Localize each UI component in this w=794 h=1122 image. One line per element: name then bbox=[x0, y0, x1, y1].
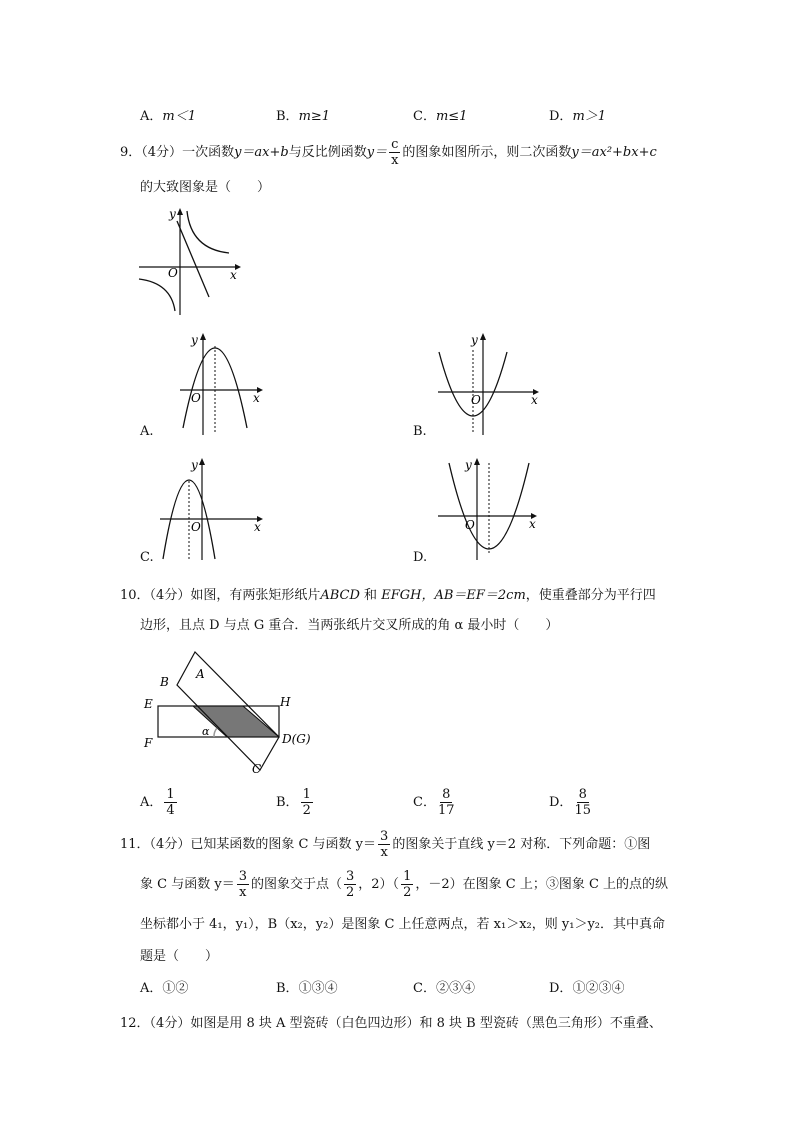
q11-point-fraction bbox=[401, 870, 413, 899]
q9-eq-inv-prefix: y＝ bbox=[366, 145, 388, 160]
q9-fraction bbox=[389, 138, 400, 167]
option-fraction bbox=[438, 788, 455, 817]
y-axis-arrow-icon bbox=[199, 458, 205, 465]
point-label-e: E bbox=[144, 697, 153, 711]
y-axis-label: y bbox=[191, 333, 198, 347]
option-text: ②③④ bbox=[435, 981, 475, 996]
option-text: ①③④ bbox=[298, 981, 338, 996]
q9-line2: 的大致图象是（ ） bbox=[140, 180, 271, 195]
option-label: B． bbox=[276, 109, 299, 124]
q8-option-a bbox=[140, 105, 196, 124]
q8-option-b bbox=[276, 105, 330, 124]
origin-label: O bbox=[191, 520, 201, 534]
q10-eq: ，AB＝EF＝2cm bbox=[421, 588, 526, 603]
hyperbola-branch-lower bbox=[139, 279, 175, 311]
fraction-denominator: x bbox=[391, 153, 399, 168]
alpha-angle-arc bbox=[214, 728, 217, 737]
point-label-b: B bbox=[160, 675, 169, 689]
question-score: （4分） bbox=[141, 145, 183, 160]
y-axis-arrow-icon bbox=[177, 208, 183, 215]
q11-line3: 坐标都小于 4₁，y₁），B（x₂，y₂）是图象 C 上任意两点，若 x₁＞x₂，则 y₁＞y₂．其中真命 bbox=[140, 917, 665, 932]
q8-option-d bbox=[549, 105, 606, 124]
q10-text-2: ，使重叠部分为平行四 bbox=[525, 588, 656, 603]
option-label: C． bbox=[413, 981, 436, 996]
q9-option-d-figure bbox=[433, 455, 545, 565]
q9-option-b-figure bbox=[433, 330, 545, 440]
q10-abcd: ABCD bbox=[320, 588, 360, 603]
point-label-a: A bbox=[196, 667, 205, 681]
hyperbola-branch-upper bbox=[187, 211, 229, 253]
option-fraction bbox=[164, 788, 176, 817]
y-axis-label: y bbox=[169, 207, 176, 221]
option-label: B． bbox=[276, 795, 299, 810]
q9-main-figure bbox=[135, 205, 250, 317]
fraction-denominator: 2 bbox=[403, 885, 412, 900]
x-axis-label: x bbox=[529, 517, 536, 531]
q10-line2: 边形，且点 D 与点 G 重合．当两张纸片交叉所成的角 α 最小时（ ） bbox=[140, 618, 559, 633]
option-text: m＞1 bbox=[572, 109, 607, 124]
y-axis-label: y bbox=[191, 458, 198, 472]
option-label: A． bbox=[140, 795, 163, 810]
q10-figure bbox=[140, 642, 320, 782]
fraction-denominator: 4 bbox=[166, 803, 175, 818]
q9-text-1: 一次函数 bbox=[182, 145, 235, 160]
q11-text-3: 象 C 与函数 y＝ bbox=[140, 877, 235, 892]
option-fraction bbox=[301, 788, 313, 817]
q10-option-c bbox=[413, 788, 457, 817]
q11-text-1: 已知某函数的图象 C 与函数 y＝ bbox=[190, 837, 377, 852]
fraction-denominator: 15 bbox=[574, 803, 591, 818]
option-text: m≥1 bbox=[298, 109, 331, 124]
fraction-denominator: 17 bbox=[437, 803, 455, 818]
fraction-numerator: 8 bbox=[578, 787, 587, 802]
origin-label: O bbox=[471, 393, 481, 407]
q9-text-2: 与反比例函数 bbox=[288, 145, 367, 160]
angle-label-alpha: α bbox=[202, 725, 210, 738]
q11-text-5: ，2）（ bbox=[358, 877, 400, 892]
question-number: 10． bbox=[120, 588, 150, 603]
q11-option-a bbox=[140, 977, 188, 996]
q11-text-6: ，－2）在图象 C 上；③图象 C 上的点的纵 bbox=[415, 877, 669, 892]
point-label-h: H bbox=[280, 695, 291, 709]
question-score: （4分） bbox=[149, 588, 191, 603]
q11-option-c bbox=[413, 977, 475, 996]
fraction-numerator: c bbox=[391, 137, 399, 152]
fraction-numerator: 1 bbox=[403, 869, 412, 884]
q10-option-a bbox=[140, 788, 179, 817]
option-text: ①②③④ bbox=[572, 981, 625, 996]
y-axis-arrow-icon bbox=[474, 458, 480, 465]
q11-point-fraction bbox=[344, 870, 356, 899]
q9-option-c-label: C. bbox=[140, 550, 154, 565]
q10-and: 和 bbox=[364, 588, 378, 603]
x-axis-label: x bbox=[230, 268, 237, 282]
question-score: （4分） bbox=[149, 1016, 191, 1031]
q11-line4: 题是（ ） bbox=[140, 949, 219, 964]
q11-option-d bbox=[549, 977, 624, 996]
option-label: C． bbox=[413, 795, 436, 810]
q9-eq-quad: y＝ax²+bx+c bbox=[571, 145, 657, 160]
option-fraction bbox=[574, 788, 591, 817]
x-axis-label: x bbox=[531, 393, 538, 407]
option-label: C． bbox=[413, 109, 436, 124]
q11-option-b bbox=[276, 977, 338, 996]
option-text: m≤1 bbox=[435, 109, 468, 124]
q11-line2 bbox=[140, 870, 668, 899]
y-axis-arrow-icon bbox=[200, 333, 206, 340]
option-label: D． bbox=[549, 795, 573, 810]
q10-text-1: 如图，有两张矩形纸片 bbox=[190, 588, 321, 603]
fraction-denominator: 2 bbox=[302, 803, 311, 818]
option-text: m＜1 bbox=[162, 109, 196, 124]
q10-option-d bbox=[549, 788, 593, 817]
fraction-numerator: 3 bbox=[238, 869, 247, 884]
y-axis-arrow-icon bbox=[480, 333, 486, 340]
q9-eq-linear: y＝ax+b bbox=[234, 145, 289, 160]
q10-option-b bbox=[276, 788, 315, 817]
fraction-denominator: 2 bbox=[346, 885, 355, 900]
fraction-denominator: x bbox=[380, 845, 388, 860]
q9-option-c-figure bbox=[155, 455, 270, 565]
q10-line1 bbox=[120, 584, 656, 603]
question-score: （4分） bbox=[149, 837, 191, 852]
q9-line1 bbox=[120, 138, 657, 167]
point-label-f: F bbox=[144, 736, 153, 750]
origin-label: O bbox=[168, 266, 178, 280]
q11-line1 bbox=[120, 830, 650, 859]
point-label-c: C bbox=[252, 762, 262, 776]
q9-option-d-label: D. bbox=[413, 550, 428, 565]
q9-option-a-label: A. bbox=[140, 424, 154, 439]
q11-fraction bbox=[378, 830, 390, 859]
question-number: 9． bbox=[120, 145, 142, 160]
question-number: 11． bbox=[120, 837, 150, 852]
q9-option-b-label: B. bbox=[413, 424, 427, 439]
y-axis-label: y bbox=[471, 333, 478, 347]
option-label: D． bbox=[549, 109, 573, 124]
y-axis-label: y bbox=[465, 458, 472, 472]
option-label: D． bbox=[549, 981, 573, 996]
fraction-numerator: 1 bbox=[302, 787, 311, 802]
q9-text-3: 的图象如图所示，则二次函数 bbox=[402, 145, 572, 160]
q8-option-c bbox=[413, 105, 467, 124]
option-label: A． bbox=[140, 981, 163, 996]
x-axis-label: x bbox=[254, 520, 261, 534]
option-label: A． bbox=[140, 109, 163, 124]
option-text: ①② bbox=[162, 981, 189, 996]
q11-fraction bbox=[237, 870, 249, 899]
origin-label: O bbox=[191, 391, 201, 405]
point-label-d-g: D(G) bbox=[282, 732, 311, 746]
q12-text: 如图是用 8 块 A 型瓷砖（白色四边形）和 8 块 B 型瓷砖（黑色三角形）不重叠、 bbox=[190, 1016, 662, 1031]
fraction-numerator: 3 bbox=[380, 829, 389, 844]
q11-text-2: 的图象关于直线 y＝2 对称．下列命题：①图 bbox=[392, 837, 651, 852]
fraction-denominator: x bbox=[239, 885, 247, 900]
q10-efgh: EFGH bbox=[381, 588, 422, 603]
q12-line1 bbox=[120, 1012, 662, 1031]
fraction-numerator: 3 bbox=[346, 869, 355, 884]
x-axis-label: x bbox=[253, 391, 260, 405]
q11-text-4: 的图象交于点（ bbox=[250, 877, 342, 892]
fraction-numerator: 1 bbox=[166, 787, 175, 802]
q9-option-a-figure bbox=[175, 330, 270, 440]
option-label: B． bbox=[276, 981, 299, 996]
question-number: 12． bbox=[120, 1016, 150, 1031]
fraction-numerator: 8 bbox=[442, 787, 451, 802]
origin-label: O bbox=[465, 518, 475, 532]
